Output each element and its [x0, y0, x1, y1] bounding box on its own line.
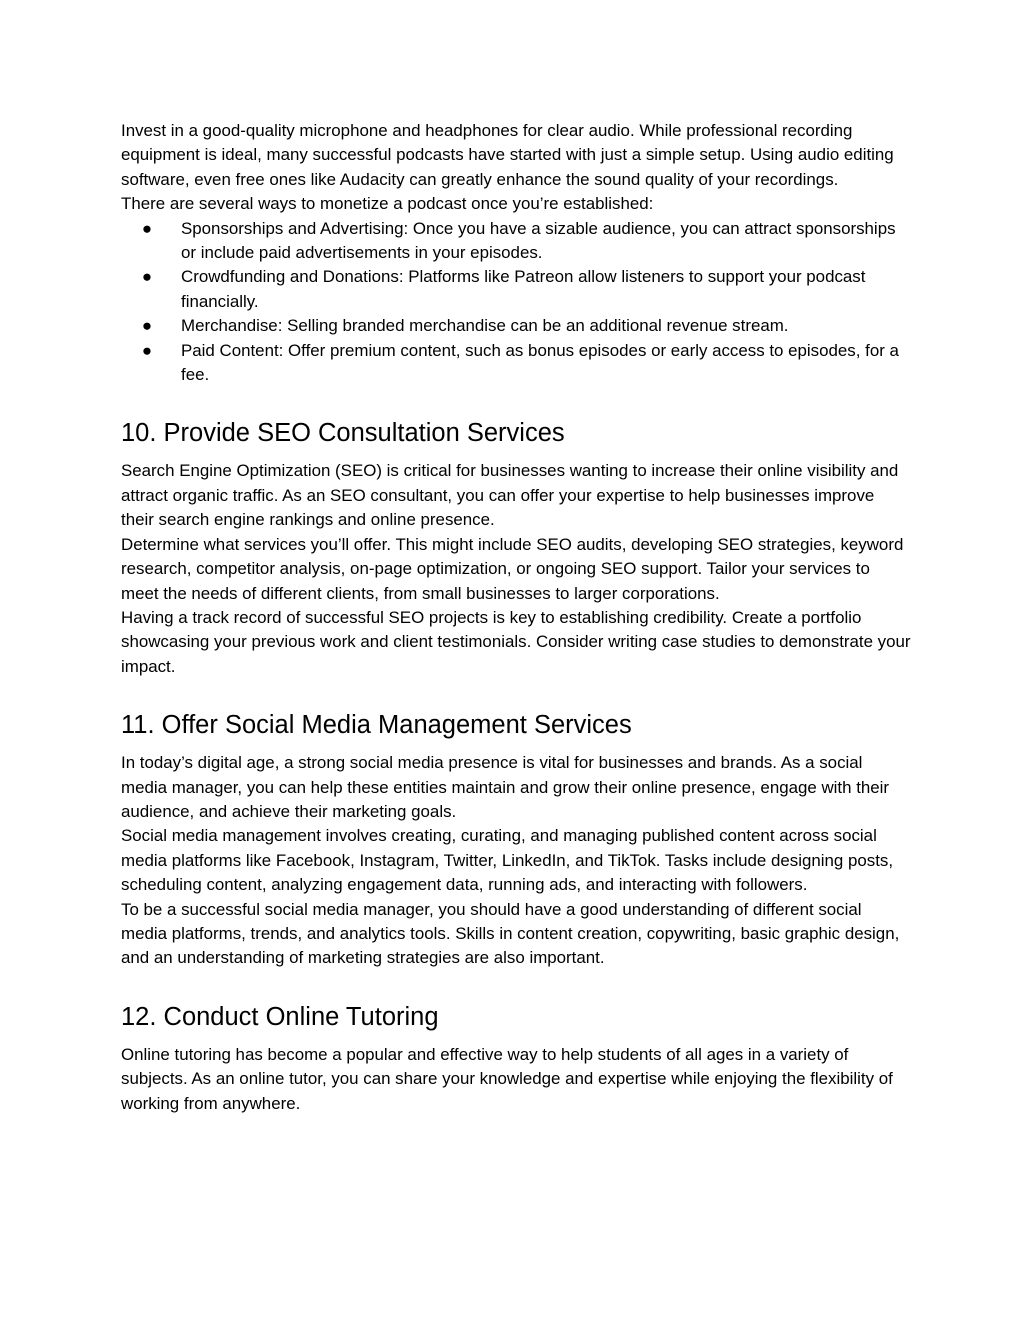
- bullet-icon: ●: [141, 267, 153, 287]
- intro-paragraph-monetize: There are several ways to monetize a podcast once you’re established:: [121, 194, 654, 214]
- list-item: [121, 265, 911, 314]
- intro-paragraph-equipment: Invest in a good-quality microphone and headphones for clear audio. While professional recording equipment is ideal, many successful podcasts have started with just a simple setup. Using audio editing software, even free ones like Audacity can greatly enhance the sound quality of your recordings.: [121, 121, 894, 189]
- section-heading-seo: 10. Provide SEO Consultation Services: [121, 419, 565, 448]
- bullet-icon: ●: [141, 340, 153, 360]
- monetization-list: [121, 217, 911, 388]
- section-heading-social-media: 11. Offer Social Media Management Services: [121, 711, 632, 740]
- list-item-text: Sponsorships and Advertising: Once you have a sizable audience, you can attract sponsorships or include paid advertisements in your episodes.: [181, 218, 896, 263]
- bullet-icon: ●: [141, 218, 153, 238]
- list-item: [121, 314, 911, 338]
- list-item: [121, 217, 911, 266]
- section-paragraph: Social media management involves creating, curating, and managing published content across social media platforms like Facebook, Instagram, Twitter, LinkedIn, and TikTok. Tasks include designing posts, scheduling content, analyzing engagement data, running ads, and interacting with followers.: [121, 826, 894, 895]
- document-page: [121, 119, 911, 1116]
- section-paragraph: To be a successful social media manager, you should have a good understanding of different social media platforms, trends, and analytics tools. Skills in content creation, copywriting, basic graphic design, and an understanding of marketing strategies are also important.: [121, 899, 900, 968]
- list-item-text: Crowdfunding and Donations: Platforms like Patreon allow listeners to support your podcast financially.: [181, 267, 866, 311]
- list-item-text: Paid Content: Offer premium content, such as bonus episodes or early access to episodes, for a fee.: [181, 340, 899, 385]
- section-paragraph: Having a track record of successful SEO projects is key to establishing credibility. Create a portfolio showcasing your previous work and client testimonials. Consider writing case studies to demonstrate your impact.: [121, 607, 911, 676]
- section-paragraph: In today’s digital age, a strong social media presence is vital for businesses and brands. As a social media manager, you can help these entities maintain and grow their online presence, engage with their audience, and achieve their marketing goals.: [121, 753, 890, 821]
- section-paragraph: Determine what services you’ll offer. This might include SEO audits, developing SEO strategies, keyword research, competitor analysis, on-page optimization, or ongoing SEO support. Tailor your services to meet the needs of different clients, from small businesses to larger corporations.: [121, 534, 904, 603]
- list-item: [121, 339, 911, 388]
- bullet-icon: ●: [141, 316, 153, 336]
- list-item-text: Merchandise: Selling branded merchandise can be an additional revenue stream.: [181, 316, 789, 336]
- section-paragraph: Online tutoring has become a popular and effective way to help students of all ages in a variety of subjects. As an online tutor, you can share your knowledge and expertise while enjoying the flexibility of working from anywhere.: [121, 1044, 893, 1113]
- section-heading-tutoring: 12. Conduct Online Tutoring: [121, 1002, 439, 1031]
- section-paragraph: Search Engine Optimization (SEO) is critical for businesses wanting to increase their online visibility and attract organic traffic. As an SEO consultant, you can offer your expertise to help businesses improve their search engine rankings and online presence.: [121, 461, 899, 530]
